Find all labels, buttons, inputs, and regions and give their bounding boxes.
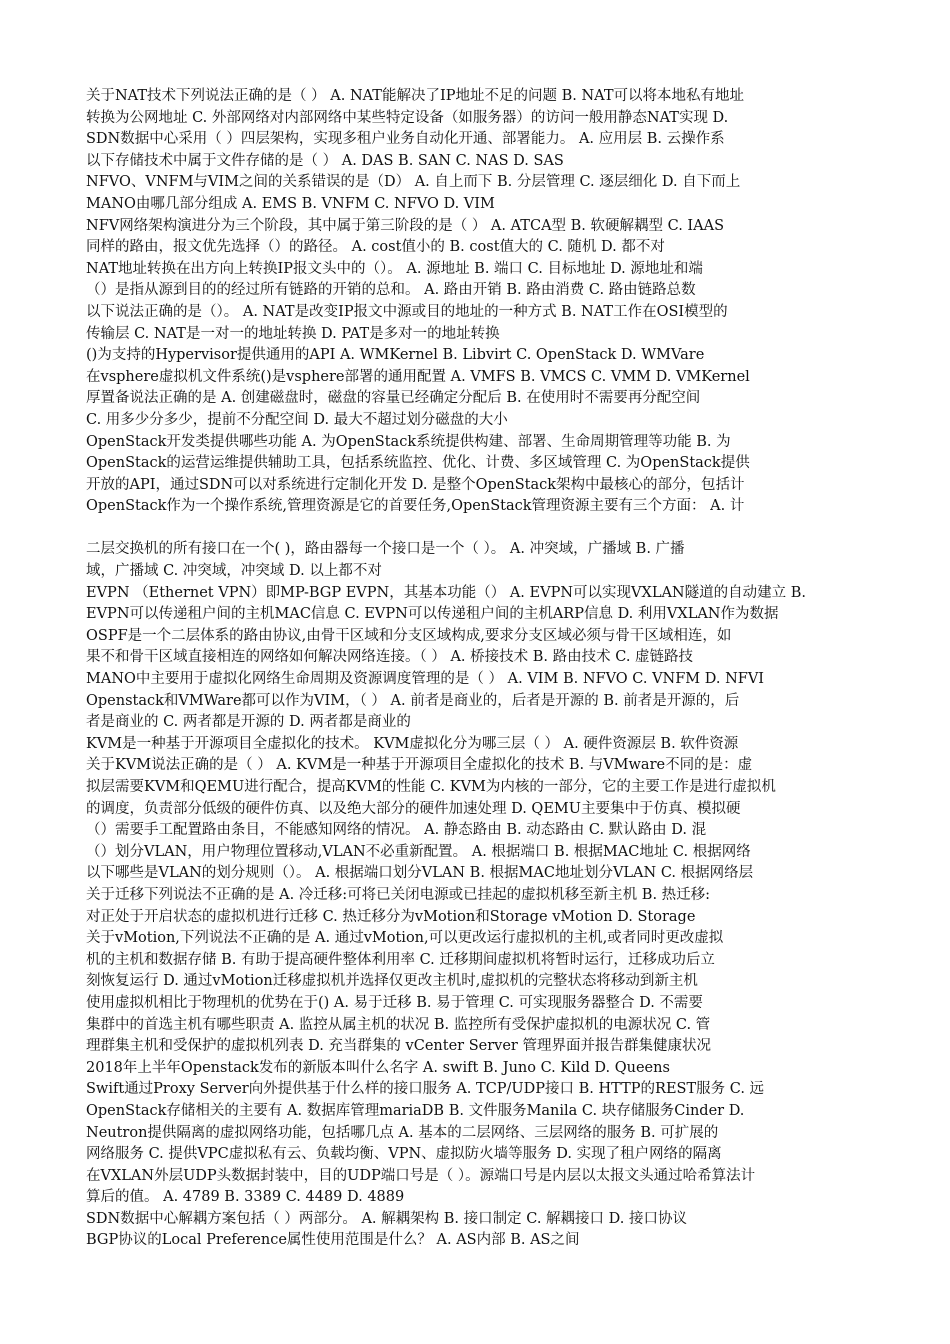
text-line: 关于NAT技术下列说法正确的是（ ） A. NAT能解决了IP地址不足的问题 B. NAT可以将本地私有地址 xyxy=(86,88,744,104)
text-line: 的调度，负责部分低级的硬件仿真、以及绝大部分的硬件加速处理 D. QEMU主要集中于仿真、模拟硬 xyxy=(86,800,741,817)
text-line: SDN数据中心采用（ ）四层架构，实现多租户业务自动化开通、部署能力。 A. 应用层 B. 云操作系 xyxy=(86,131,725,148)
text-line: 理群集主机和受保护的虚拟机列表 D. 充当群集的 vCenter Server 管理界面并报告群集健康状况 xyxy=(86,1038,711,1055)
text-line: OSPF是一个二层体系的路由协议,由骨干区域和分支区域构成,要求分支区域必须与骨干区域相连，如 xyxy=(86,627,732,644)
text-line: BGP协议的Local Preference属性使用范围是什么？ A. AS内部 B. AS之间 xyxy=(86,1232,580,1249)
text-line: MANO中主要用于虚拟化网络生命周期及资源调度管理的是（ ） A. VIM B. NFVO C. VNFM D. NFVI xyxy=(86,671,765,688)
text-line: 转换为公网地址 C. 外部网络对内部网络中某些特定设备（如服务器）的访问一般用静态NAT实现 D. xyxy=(86,109,729,126)
text-line: 以下存储技术中属于文件存储的是（ ） A. DAS B. SAN C. NAS D. SAS xyxy=(86,152,564,169)
text-line: OpenStack作为一个操作系统,管理资源是它的首要任务,OpenStack管理资源主要有三个方面： A. 计 xyxy=(86,498,745,515)
text-line: SDN数据中心解耦方案包括（ ）两部分。 A. 解耦架构 B. 接口制定 C. 解耦接口 D. 接口协议 xyxy=(86,1210,687,1227)
text-line: 使用虚拟机相比于物理机的优势在于() A. 易于迁移 B. 易于管理 C. 可实现服务器整合 D. 不需要 xyxy=(86,994,703,1011)
text-line: KVM是一种基于开源项目全虚拟化的技术。 KVM虚拟化分为哪三层（ ） A. 硬件资源层 B. 软件资源 xyxy=(86,735,739,752)
text-line: 关于KVM说法正确的是（ ） A. KVM是一种基于开源项目全虚拟化的技术 B. 与VMware不同的是：虚 xyxy=(86,757,753,774)
text-line: NFVO、VNFM与VIM之间的关系错误的是（D） A. 自上而下 B. 分层管理 C. 逐层细化 D. 自下而上 xyxy=(86,174,741,191)
text-line: 域，广播域 C. 冲突域，冲突域 D. 以上都不对 xyxy=(86,563,382,580)
text-line: （）划分VLAN，用户物理位置移动,VLAN不必重新配置。 A. 根据端口 B. 根据MAC地址 C. 根据网络 xyxy=(86,843,751,860)
text-line: 机的主机和数据存储 B. 有助于提高硬件整体利用率 C. 迁移期间虚拟机将暂时运行，迁移成功后立 xyxy=(86,951,715,968)
text-line: OpenStack的运营运维提供辅助工具，包括系统监控、优化、计费、多区域管理 C. 为OpenStack提供 xyxy=(86,455,750,472)
text-line: 者是商业的 C. 两者都是开源的 D. 两者都是商业的 xyxy=(86,714,411,731)
text-line: MANO由哪几部分组成 A. EMS B. VNFM C. NFVO D. VIM xyxy=(86,195,495,212)
text-line: 网络服务 C. 提供VPC虚拟私有云、负载均衡、VPN、虚拟防火墙等服务 D. 实现了租户网络的隔离 xyxy=(86,1146,722,1163)
text-line: 开放的API，通过SDN可以对系统进行定制化开发 D. 是整个OpenStack架构中最核心的部分，包括计 xyxy=(86,476,745,493)
text-line: 关于迁移下列说法不正确的是 A. 冷迁移:可将已关闭电源或已挂起的虚拟机移至新主机 B. 热迁移: xyxy=(86,886,711,903)
text-line: Openstack和VMWare都可以作为VIM，（ ） A. 前者是商业的，后者是开源的 B. 前者是开源的，后 xyxy=(86,692,740,709)
text-line: 对正处于开启状态的虚拟机进行迁移 C. 热迁移分为vMotion和Storage vMotion D. Storage xyxy=(86,908,696,925)
text-line: 集群中的首选主机有哪些职责 A. 监控从属主机的状况 B. 监控所有受保护虚拟机的电源状况 C. 管 xyxy=(86,1016,711,1033)
text-line: 同样的路由，报文优先选择（）的路径。 A. cost值小的 B. cost值大的 C. 随机 D. 都不对 xyxy=(86,239,665,256)
text-line: （）需要手工配置路由条目，不能感知网络的情况。 A. 静态路由 B. 动态路由 C. 默认路由 D. 混 xyxy=(86,822,707,839)
text-line: OpenStack开发类提供哪些功能 A. 为OpenStack系统提供构建、部署、生命周期管理等功能 B. 为 xyxy=(86,433,731,450)
document-body xyxy=(86,86,866,1252)
text-line: Swift通过Proxy Server向外提供基于什么样的接口服务 A. TCP/UDP接口 B. HTTP的REST服务 C. 远 xyxy=(86,1081,765,1098)
text-line: 关于vMotion,下列说法不正确的是 A. 通过vMotion,可以更改运行虚拟机的主机,或者同时更改虚拟 xyxy=(86,930,724,947)
text-line: （）是指从源到目的的经过所有链路的开销的总和。 A. 路由开销 B. 路由消费 C. 路由链路总数 xyxy=(86,282,696,299)
text-line: 以下说法正确的是（）。 A. NAT是改变IP报文中源或目的地址的一种方式 B. NAT工作在OSI模型的 xyxy=(86,303,728,320)
text-line: 果不和骨干区域直接相连的网络如何解决网络连接。（ ） A. 桥接技术 B. 路由技术 C. 虚链路技 xyxy=(86,649,694,666)
text-line: 在VXLAN外层UDP头数据封装中，目的UDP端口号是（ ）。源端口号是内层以太报文头通过哈希算法计 xyxy=(86,1167,756,1184)
text-line: 在vsphere虚拟机文件系统()是vsphere部署的通用配置 A. VMFS B. VMCS C. VMM D. VMKernel xyxy=(86,368,750,385)
text-line: 传输层 C. NAT是一对一的地址转换 D. PAT是多对一的地址转换 xyxy=(86,325,500,342)
text-line: 刻恢复运行 D. 通过vMotion迁移虚拟机并选择仅更改主机时,虚拟机的完整状态将移动到新主机 xyxy=(86,973,698,990)
text-line: EVPN可以传递租户间的主机MAC信息 C. EVPN可以传递租户间的主机ARP信息 D. 利用VXLAN作为数据 xyxy=(86,606,779,623)
text-line: 2018年上半年Openstack发布的新版本叫什么名字 A. swift B. Juno C. Kild D. Queens xyxy=(86,1059,670,1076)
text-line: OpenStack存储相关的主要有 A. 数据库管理mariaDB B. 文件服务Manila C. 块存储服务Cinder D. xyxy=(86,1102,745,1119)
text-line: 算后的值。 A. 4789 B. 3389 C. 4489 D. 4889 xyxy=(86,1189,405,1206)
text-line: 以下哪些是VLAN的划分规则（）。 A. 根据端口划分VLAN B. 根据MAC地址划分VLAN C. 根据网络层 xyxy=(86,865,754,882)
blank-line xyxy=(86,518,866,540)
text-line: NAT地址转换在出方向上转换IP报文头中的（）。 A. 源地址 B. 端口 C. 目标地址 D. 源地址和端 xyxy=(86,260,703,277)
text-line: Neutron提供隔离的虚拟网络功能，包括哪几点 A. 基本的二层网络、三层网络的服务 B. 可扩展的 xyxy=(86,1124,719,1141)
text-line: ()为支持的Hypervisor提供通用的API A. WMKernel B. Libvirt C. OpenStack D. WMVare xyxy=(86,347,705,364)
text-line: 二层交换机的所有接口在一个( )，路由器每一个接口是一个（ ）。 A. 冲突域，广播域 B. 广播 xyxy=(86,541,685,558)
text-line: NFV网络架构演进分为三个阶段，其中属于第三阶段的是（ ） A. ATCA型 B. 软硬解耦型 C. IAAS xyxy=(86,217,725,234)
text-line: C. 用多少分多少，提前不分配空间 D. 最大不超过划分磁盘的大小 xyxy=(86,411,508,428)
text-line: 拟层需要KVM和QEMU进行配合，提高KVM的性能 C. KVM为内核的一部分，它的主要工作是进行虚拟机 xyxy=(86,779,776,795)
text-line: 厚置备说法正确的是 A. 创建磁盘时，磁盘的容量已经确定分配后 B. 在使用时不需要再分配空间 xyxy=(86,390,701,407)
text-line: EVPN （Ethernet VPN）即MP-BGP EVPN，其基本功能（） A. EVPN可以实现VXLAN隧道的自动建立 B. xyxy=(86,584,806,601)
